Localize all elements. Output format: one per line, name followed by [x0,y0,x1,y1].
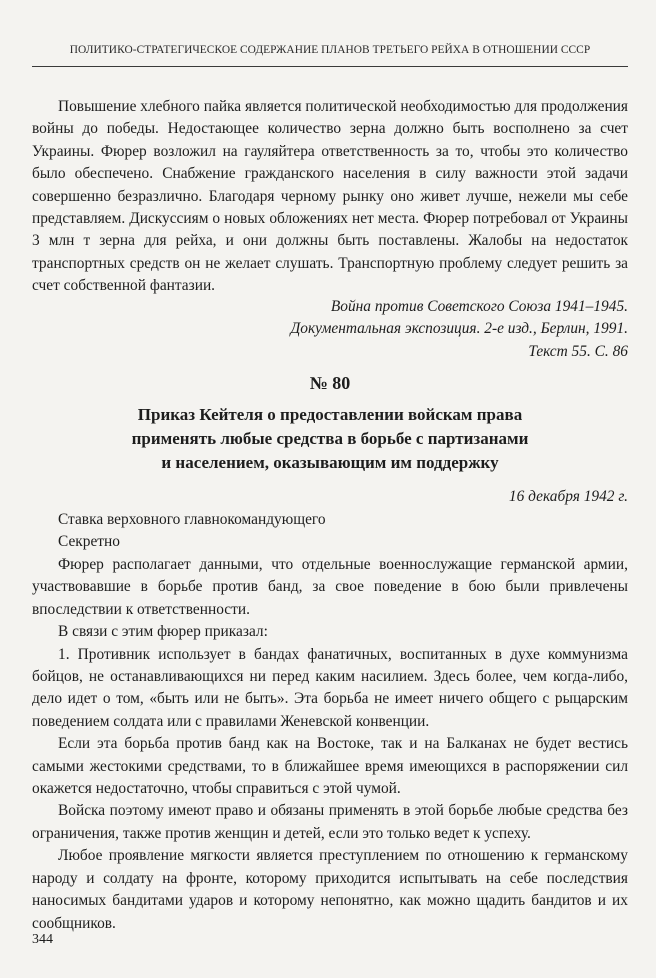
paragraph: Фюрер располагает данными, что отдельные военнослужащие германской армии, участвовавшие в борьбе против банд, за свое поведение в бою были привлечены впоследствии к ответственности. [32,556,628,618]
document-issuer: Ставка верховного главнокомандующего [58,511,326,528]
paragraph: Если эта борьба против банд как на Востоке, так и на Балканах не будет вестись самыми жестокими средствами, то в ближайшее время имеющихся в распоряжении сил окажется недостаточно, чтобы справиться с этой чумой. [32,735,628,798]
order-text-block [32,554,628,935]
intro-paragraph: Повышение хлебного пайка является политической необходимостью для продолжения войны до победы. Недостающее количество зерна должно быть восполнено за счет Украины. Фюрер возложил на гауляйтера ответственность за то, чтобы это количество было обеспечено. Снабжение гражданского населения в силу важности этой задачи совершенно безразлично. Благодаря черному рынку оно живет лучше, нежели мы себе представляем. Дискуссиям о новых обложениях нет места. Фюрер потребовал от Украины 3 млн т зерна для рейха, и они должны быть поставлены. Жалобы на недостаток транспортных средств он не желает слушать. Транспортную проблему следует решить за счет собственной фантазии. [32,98,628,295]
document-classification: Секретно [58,533,120,551]
citation-line-2: Документальная экспозиция. 2-е изд., Берлин, 1991. [290,320,628,338]
citation-line-3: Текст 55. С. 86 [528,342,628,360]
document-meta [32,509,628,554]
running-header: ПОЛИТИКО-СТРАТЕГИЧЕСКОЕ СОДЕРЖАНИЕ ПЛАНОВ ТРЕТЬЕГО РЕЙХА В ОТНОШЕНИИ СССР [69,44,591,56]
source-citation [32,296,628,363]
page-number: 344 [32,932,53,947]
document-title-line: Приказ Кейтеля о предоставлении войскам права [137,405,523,424]
document-title [32,403,628,475]
paragraph: 1. Противник использует в бандах фанатичных, воспитанных в духе коммунизма бойцов, не останавливающихся ни перед каким насилием. Здесь более, чем когда-либо, дело идет о том, «быть или не быть». Эта борьба не имеет ничего общего с рыцарским поведением солдата или с правилами Женевской конвенции. [32,645,628,730]
citation-line-1: Война против Советского Союза 1941–1945. [330,298,628,315]
document-number: № 80 [309,373,351,393]
document-title-line: применять любые средства в борьбе с партизанами [131,429,529,448]
document-date: 16 декабря 1942 г. [508,488,628,505]
paragraph: В связи с этим фюрер приказал: [58,623,268,641]
document-title-line: и населением, оказывающим им поддержку [161,453,499,472]
paragraph: Любое проявление мягкости является преступлением по отношению к германскому народу и солдату на фронте, которому приходится испытывать на себе последствия наносимых бандитами ударов и которому непонятно, как можно щадить бандитов и их сообщников. [32,847,628,932]
header-rule [32,66,628,67]
intro-text-block [32,96,628,298]
paragraph: Войска поэтому имеют право и обязаны применять в этой борьбе любые средства без ограничения, также против женщин и детей, если это только ведет к успеху. [32,802,628,842]
